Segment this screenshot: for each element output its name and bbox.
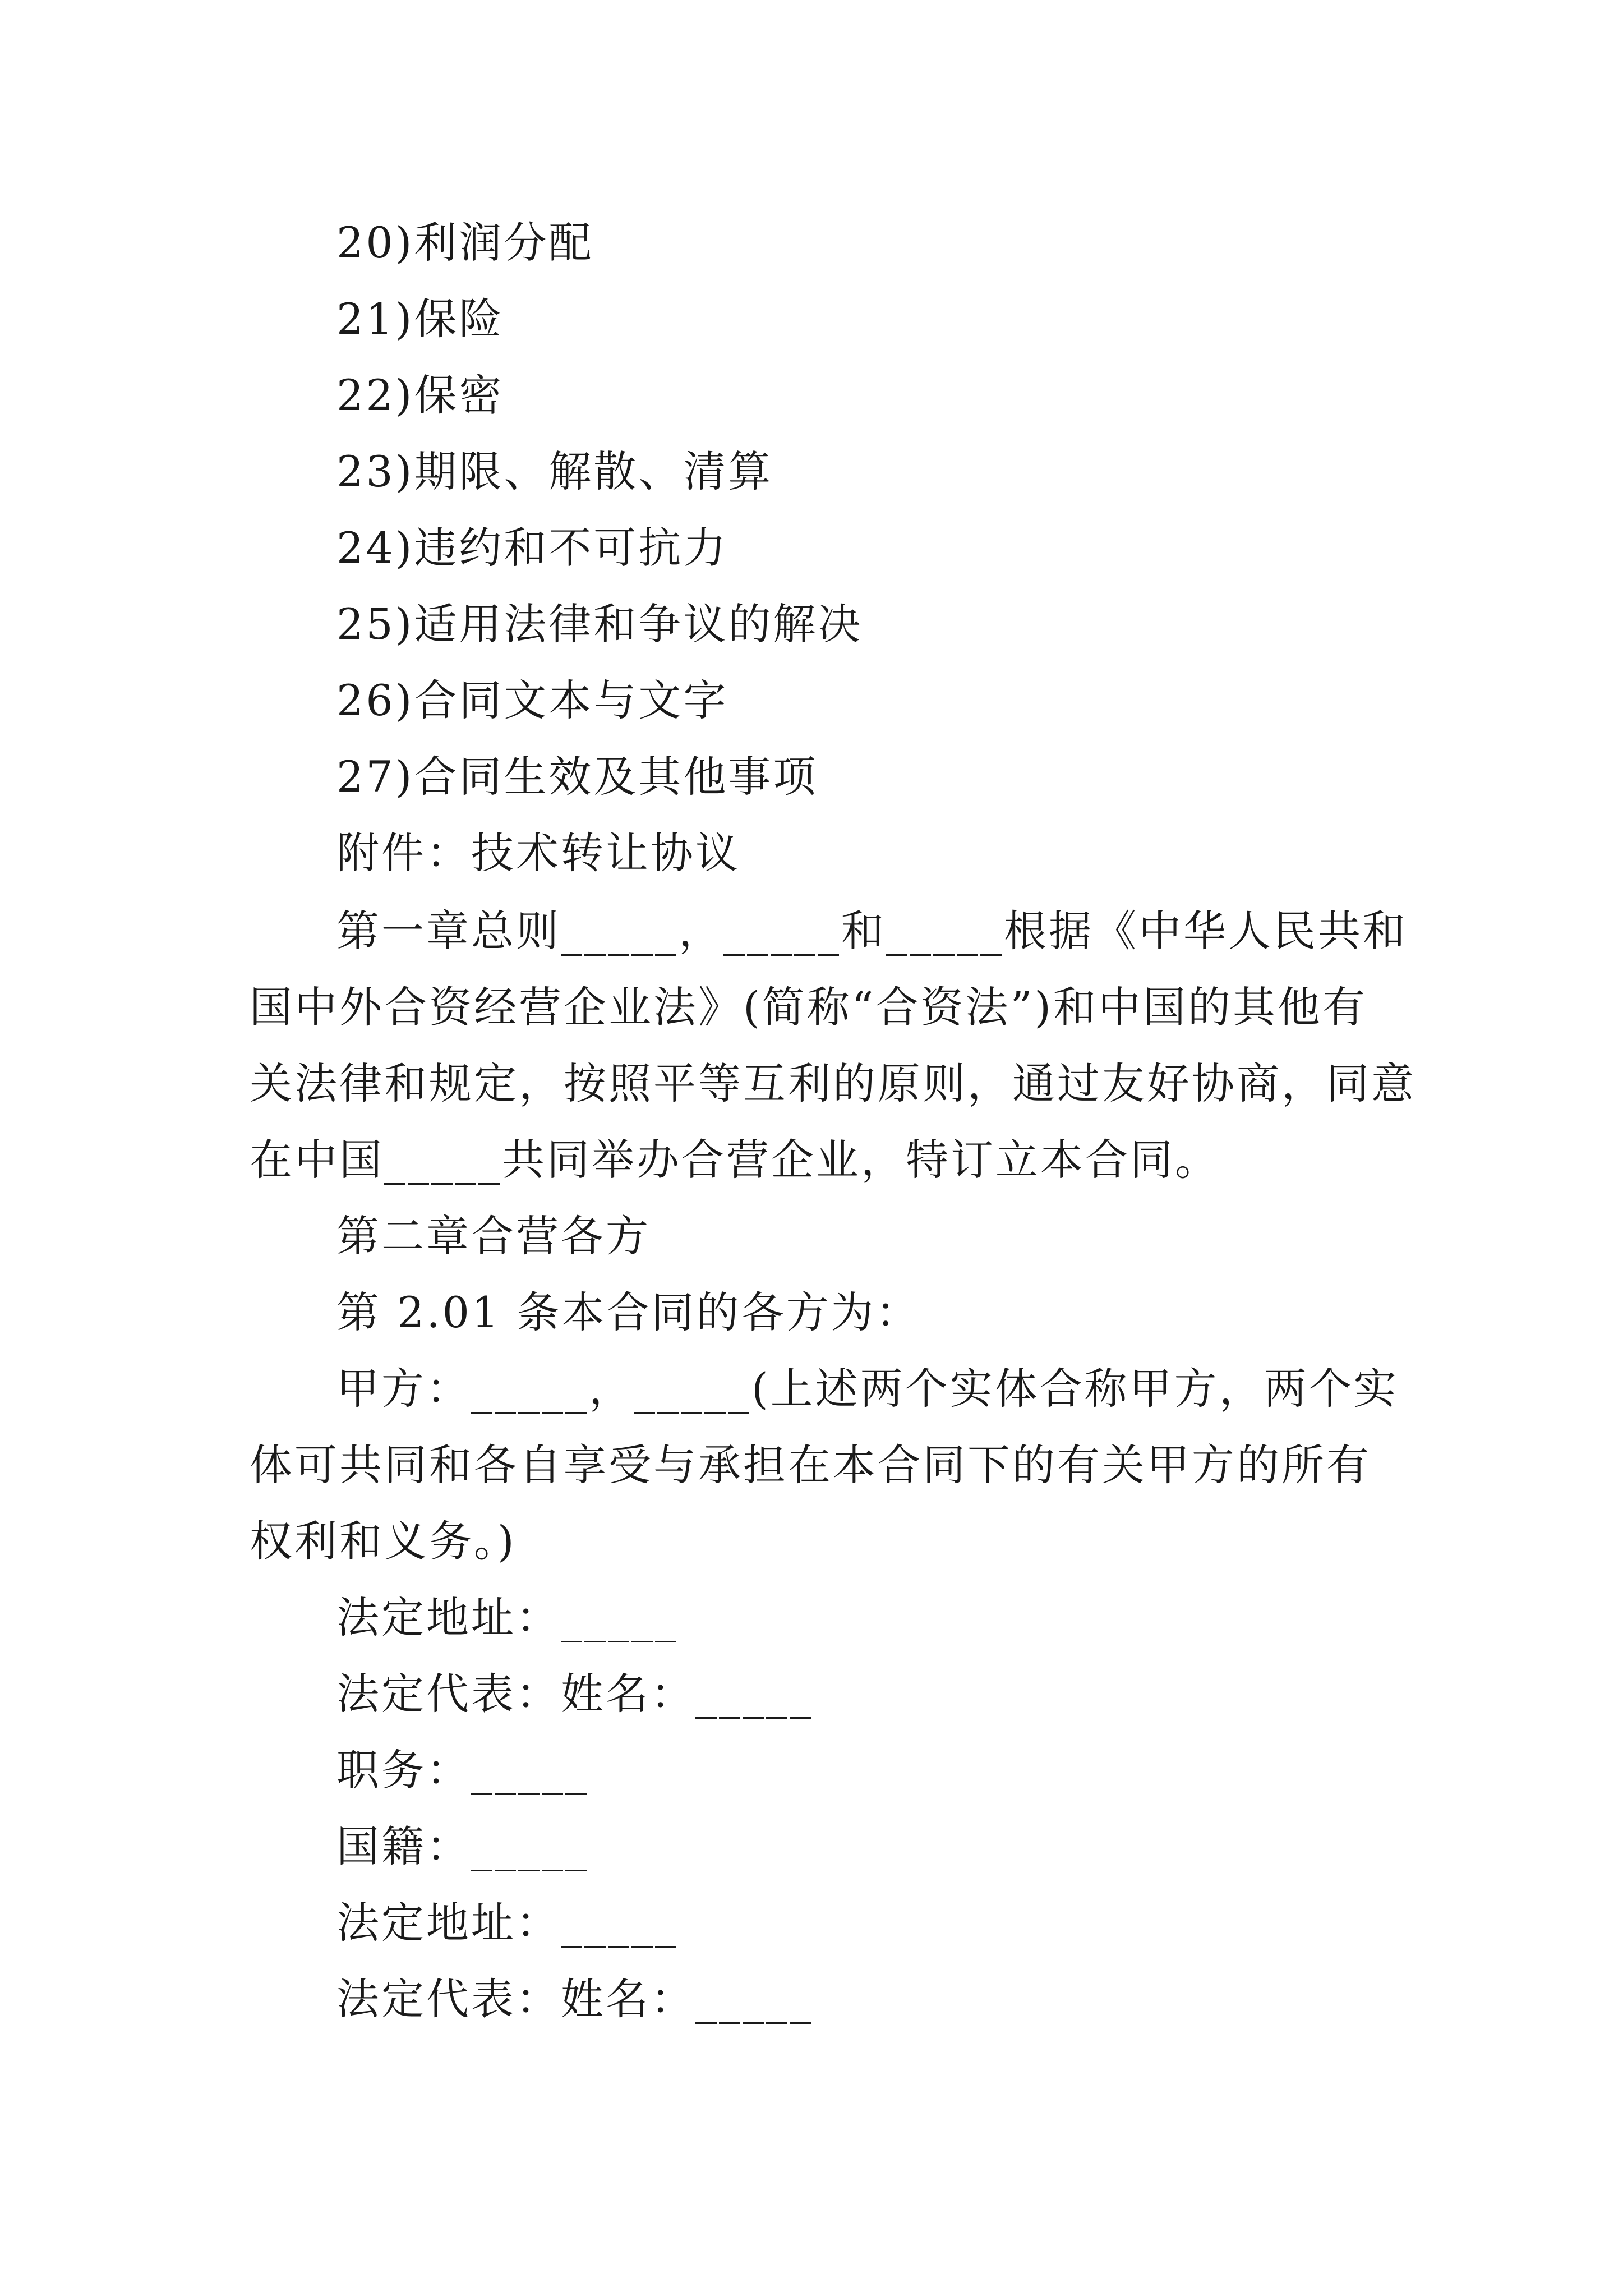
chapter-one-paragraph-line: 在中国_____共同举办合营企业，特订立本合同。: [250, 1135, 1220, 1185]
party-a-paragraph-line: 甲方：_____，_____(上述两个实体合称甲方，两个实: [336, 1364, 1399, 1414]
chapter-one-paragraph-line: 第一章总则_____，_____和_____根据《中华人民共和: [336, 906, 1408, 956]
toc-item-25: 25)适用法律和争议的解决: [336, 599, 863, 649]
position-field: 职务：_____: [336, 1745, 589, 1795]
legal-address-field: 法定地址：_____: [336, 1593, 679, 1642]
party-a-paragraph-line: 权利和义务。): [250, 1516, 517, 1566]
chapter-one-paragraph-line: 国中外合资经营企业法》(简称“合资法”)和中国的其他有: [250, 982, 1368, 1032]
toc-item-22: 22)保密: [336, 370, 504, 420]
toc-item-23: 23)期限、解散、清算: [336, 447, 773, 496]
legal-representative-field: 法定代表：姓名：_____: [336, 1669, 813, 1719]
legal-representative-field: 法定代表：姓名：_____: [336, 1974, 813, 2024]
toc-item-24: 24)违约和不可抗力: [336, 523, 728, 573]
toc-item-21: 21)保险: [336, 294, 504, 344]
toc-item-20: 20)利润分配: [336, 218, 594, 268]
legal-address-field: 法定地址：_____: [336, 1898, 679, 1948]
nationality-field: 国籍：_____: [336, 1821, 589, 1871]
chapter-one-paragraph-line: 关法律和规定，按照平等互利的原则，通过友好协商，同意: [250, 1059, 1416, 1108]
toc-item-27: 27)合同生效及其他事项: [336, 752, 818, 802]
article-2-01: 第 2.01 条本合同的各方为：: [336, 1287, 921, 1337]
chapter-two-heading: 第二章合营各方: [336, 1211, 651, 1261]
toc-item-26: 26)合同文本与文字: [336, 675, 728, 725]
appendix-line: 附件：技术转让协议: [336, 828, 740, 878]
party-a-paragraph-line: 体可共同和各自享受与承担在本合同下的有关甲方的所有: [250, 1440, 1371, 1490]
